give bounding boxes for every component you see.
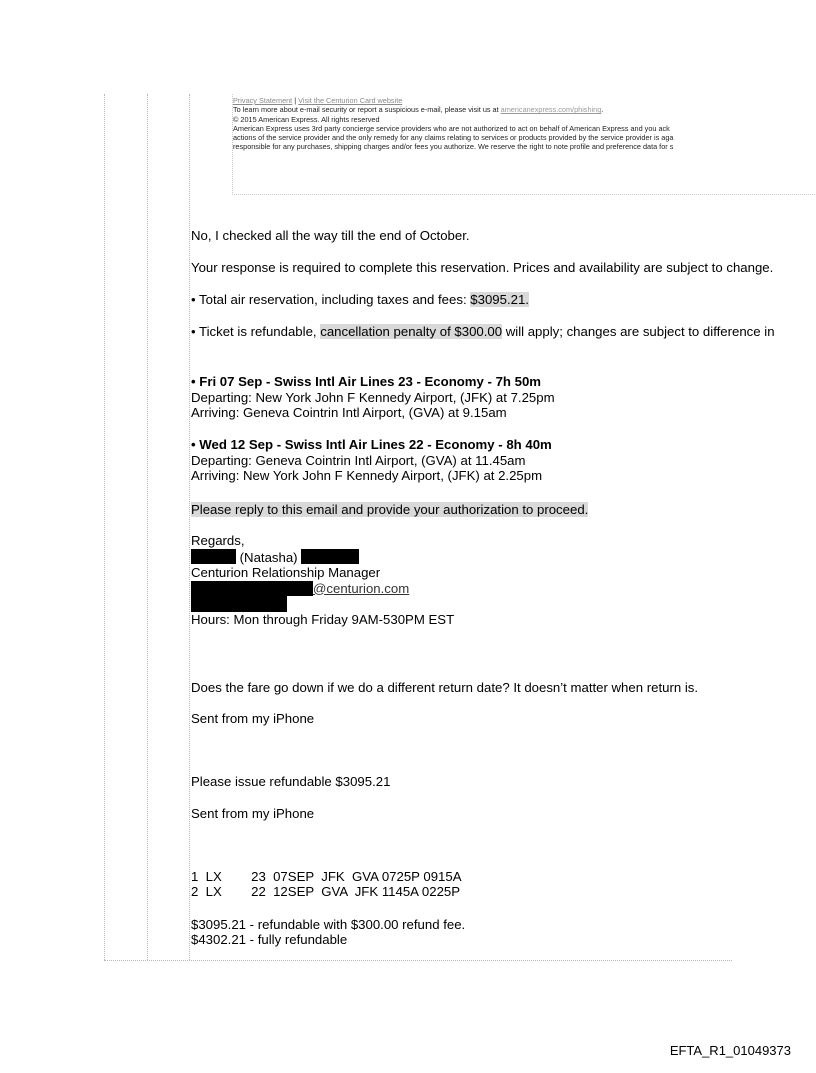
reply-request [191, 502, 588, 518]
amex-footer [233, 96, 816, 152]
flight-outbound [191, 374, 555, 421]
bullet-total-fare-label: • Total air reservation, including taxes and fees: [191, 292, 471, 307]
reply-return-date-question: Does the fare go down if we do a different return date? It doesn’t matter when return is. [191, 680, 699, 695]
bullet-refundable [191, 324, 775, 340]
bullet-refundable-rest: will apply; changes are subject to difference in [502, 324, 775, 339]
privacy-statement-link[interactable]: Privacy Statement [233, 96, 293, 105]
redaction-last-name [301, 549, 359, 564]
signature-email-link[interactable]: @centurion.com [313, 580, 410, 596]
flight-return-arriving: Arriving: New York John F Kennedy Airport, (JFK) at 2.25pm [191, 468, 543, 483]
signature-block [191, 533, 454, 627]
redaction-email-user [191, 581, 313, 596]
signature-email-line [191, 581, 454, 612]
flight-outbound-arriving: Arriving: Geneva Cointrin Intl Airport, (GVA) at 9.15am [191, 405, 507, 420]
quote-border-bottom [104, 960, 732, 961]
fare-option-refund-fee: $3095.21 - refundable with $300.00 refund fee. [191, 917, 466, 932]
message-checked-october: No, I checked all the way till the end of October. [191, 228, 470, 243]
footer-copyright: © 2015 American Express. All rights reserved [233, 114, 380, 124]
footer-security-end: . [601, 105, 604, 115]
message-response-required: Your response is required to complete this reservation. Prices and availability are subject to change. [191, 260, 774, 275]
quote-border-outer [104, 94, 105, 960]
phishing-link[interactable]: americanexpress.com/phishing [500, 105, 602, 115]
signature-regards: Regards, [191, 533, 245, 548]
footer-disclaimer-3: responsible for any purchases, shipping charges and/or fees you authorize. We reserve the right to note profile and preference data for s [233, 142, 674, 152]
signature-nickname: (Natasha) [236, 549, 302, 565]
signature-name-line [191, 549, 454, 566]
flight-return-departing: Departing: Geneva Cointrin Intl Airport, (GVA) at 11.45am [191, 452, 526, 468]
quote-border-middle [147, 94, 148, 960]
reply-sent-from-iphone-1: Sent from my iPhone [191, 711, 315, 726]
fare-option-fully-refundable: $4302.21 - fully refundable [191, 932, 348, 947]
footer-disclaimer-2: actions of the service provider and the only remedy for any claims relating to services or products provided by the service provider is aga [233, 133, 674, 143]
footer-security-text: To learn more about e-mail security or report a suspicious e-mail, please visit us at [233, 105, 501, 115]
signature-hours: Hours: Mon through Friday 9AM-530PM EST [191, 611, 455, 627]
reply-request-text: Please reply to this email and provide your authorization to proceed. [191, 502, 589, 517]
flight-return-title: • Wed 12 Sep - Swiss Intl Air Lines 22 - Economy - 8h 40m [191, 437, 552, 452]
flight-return [191, 437, 552, 484]
flight-outbound-departing: Departing: New York John F Kennedy Airport, (JFK) at 7.25pm [191, 389, 555, 405]
redaction-phone [191, 596, 287, 612]
redaction-first-name [191, 549, 236, 564]
itinerary-line-2: 2 LX 22 12SEP GVA JFK 1145A 0225P [191, 884, 461, 899]
signature-role: Centurion Relationship Manager [191, 565, 381, 580]
centurion-website-link[interactable]: Visit the Centurion Card website [298, 96, 403, 105]
reply-sent-from-iphone-2: Sent from my iPhone [191, 806, 315, 821]
itinerary-line-1: 1 LX 23 07SEP JFK GVA 0725P 0915A [191, 869, 462, 884]
footer-separator: | [292, 96, 299, 105]
bullet-total-fare [191, 292, 529, 308]
document-id: EFTA_R1_01049373 [669, 1043, 791, 1058]
footer-disclaimer-1: American Express uses 3rd party concierge service providers who are not authorized to act on behalf of American Express and you ack [233, 123, 670, 133]
reply-issue-refundable: Please issue refundable $3095.21 [191, 774, 391, 789]
cancellation-penalty: cancellation penalty of $300.00 [320, 324, 503, 339]
quote-border-inner [189, 94, 190, 960]
bullet-refundable-label: • Ticket is refundable, [191, 324, 321, 339]
total-fare-amount: $3095.21. [470, 292, 529, 307]
flight-outbound-title: • Fri 07 Sep - Swiss Intl Air Lines 23 - Economy - 7h 50m [191, 374, 542, 389]
